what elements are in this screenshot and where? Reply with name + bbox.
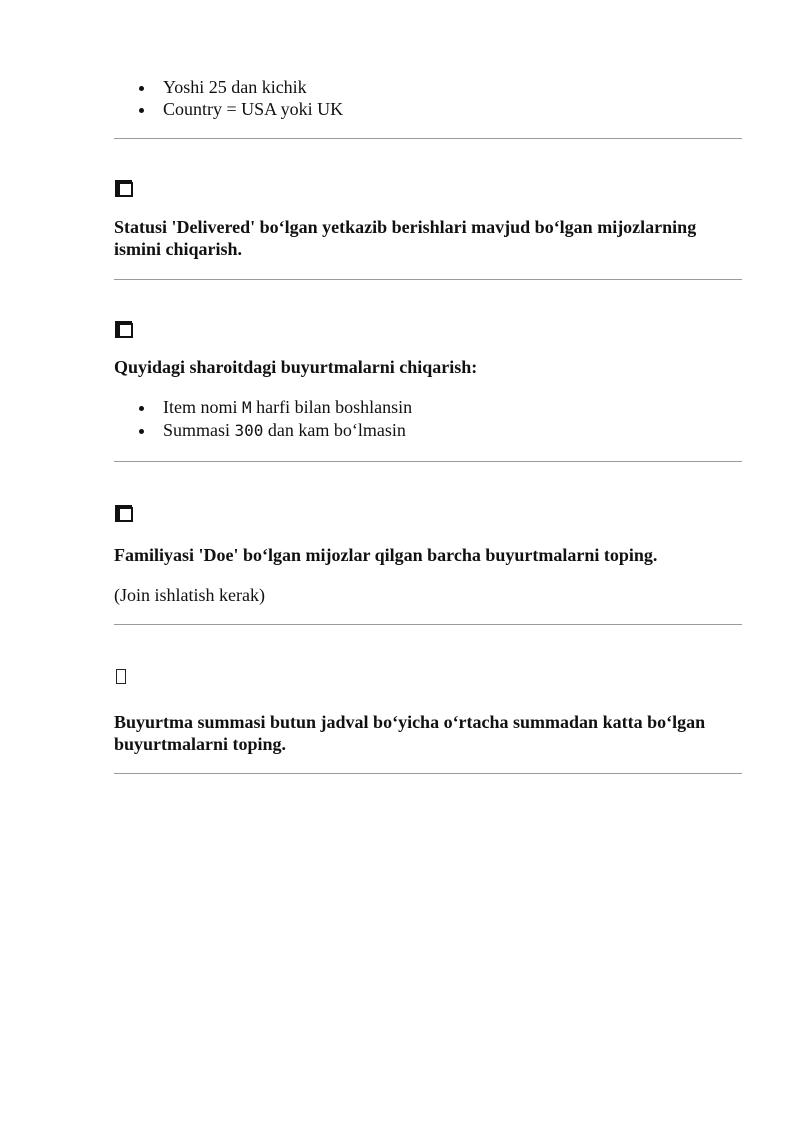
section-divider [114,624,742,625]
task-heading: Buyurtma summasi butun jadval bo‘yicha o‘rtacha summadan katta bo‘lgan buyurtmalarni toping. [114,712,706,754]
list-item-text: Summasi [163,420,235,440]
task-heading: Statusi 'Delivered' bo‘lgan yetkazib berishlari mavjud bo‘lgan mijozlarning ismini chiqarish. [114,217,697,259]
task-section-2 [114,319,742,442]
intro-bullet-list [114,76,742,120]
notebook-icon [114,178,134,196]
notebook-icon [114,319,134,337]
list-item-text: Item nomi [163,397,242,417]
list-item [163,396,742,419]
section-divider [114,773,742,774]
task-heading: Quyidagi sharoitdagi buyurtmalarni chiqarish: [114,357,478,377]
list-item-text: harfi bilan boshlansin [251,397,413,417]
list-item: Yoshi 25 dan kichik [163,76,742,98]
list-item-text: dan kam bo‘lmasin [263,420,406,440]
section-divider [114,138,742,139]
section-divider [114,279,742,280]
condition-bullet-list [114,396,742,442]
list-item: Country = USA yoki UK [163,98,742,120]
list-item [163,419,742,442]
task-section-4 [114,668,742,755]
inline-code: 300 [234,421,264,440]
task-note: (Join ishlatish kerak) [114,585,265,605]
task-section-1 [114,178,742,260]
task-heading: Familiyasi 'Doe' bo‘lgan mijozlar qilgan barcha buyurtmalarni toping. [114,545,658,565]
document-page [114,76,742,774]
inline-code: M [242,398,252,417]
missing-glyph-icon [114,668,134,686]
task-section-3 [114,503,742,606]
notebook-icon [114,503,134,521]
section-divider [114,461,742,462]
